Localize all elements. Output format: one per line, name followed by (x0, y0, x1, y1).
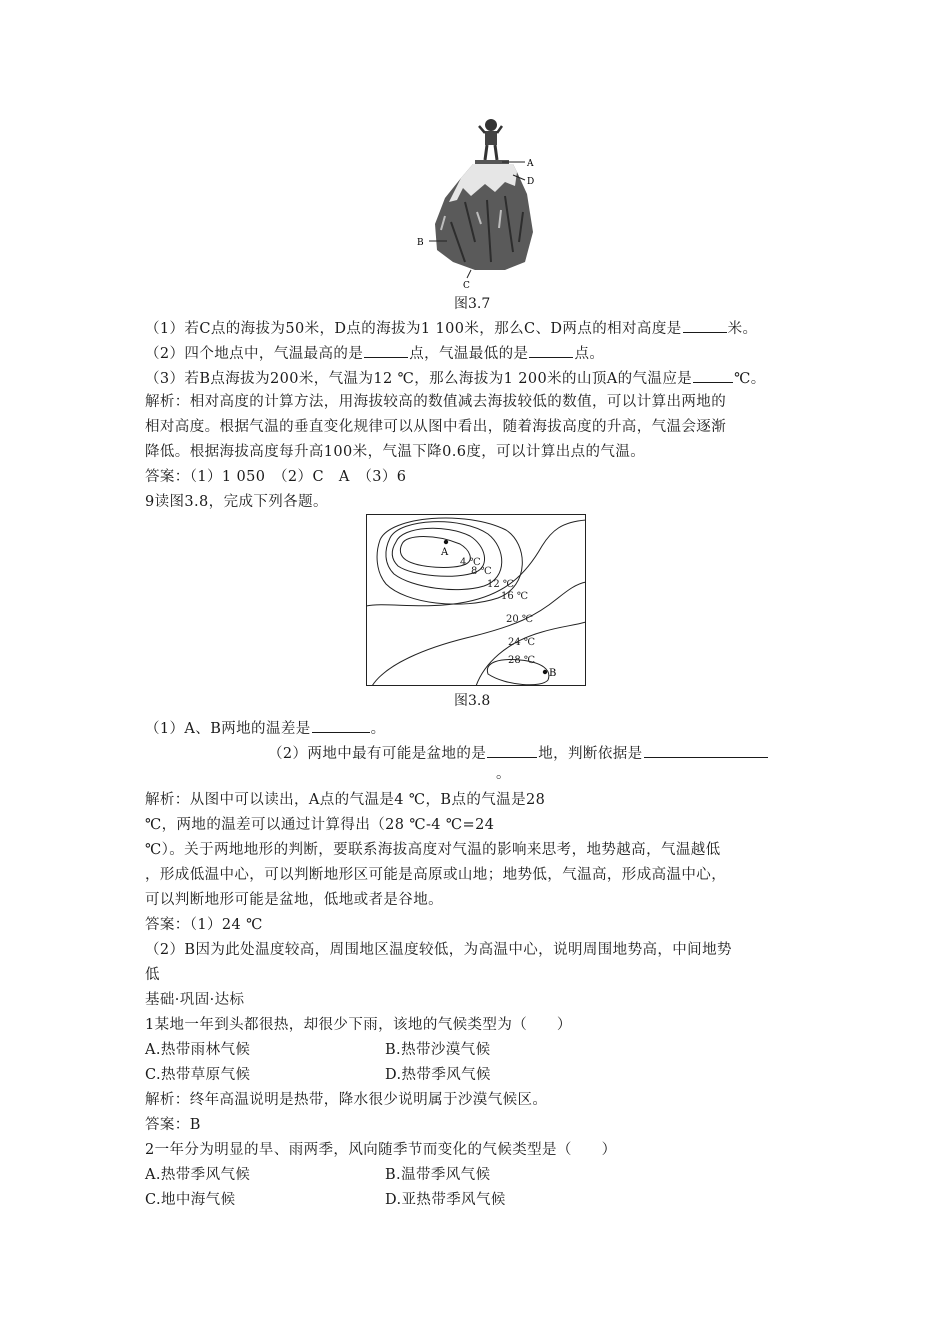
figure-caption-3-7: 图3.7 (454, 296, 491, 312)
isotherm-label-8: 8 ℃ (471, 566, 492, 577)
isotherm-map (366, 514, 586, 686)
mountain-figure (405, 112, 545, 292)
mc1-option-b: B.热带沙漠气候 (385, 1042, 491, 1058)
q9-part2: （2）两地中最有可能是盆地的是 地，判断依据是 (268, 741, 769, 765)
q8-part1: （1）若C点的海拔为50米，D点的海拔为1 100米，那么C、D两点的相对高度是 米。 (145, 316, 757, 340)
isotherm-label-12: 12 ℃ (487, 579, 515, 590)
q9-analysis-line2: ℃，两地的温差可以通过计算得出（28 ℃-4 ℃=24 (145, 817, 495, 833)
point-b-label: B (549, 668, 557, 679)
q8-analysis-line3: 降低。根据海拔高度每升高100米，气温下降0.6度，可以计算出点的气温。 (145, 444, 646, 460)
figure-caption-3-8: 图3.8 (454, 693, 491, 709)
mc2-option-b: B.温带季风气候 (385, 1167, 491, 1183)
label-a: A (527, 159, 534, 169)
q9-intro: 9读图3.8，完成下列各题。 (145, 494, 328, 510)
mc1-option-c: C.热带草原气候 (145, 1067, 251, 1083)
label-c: C (463, 281, 470, 291)
isotherm-label-24: 24 ℃ (508, 637, 536, 648)
mc2-option-d: D.亚热带季风气候 (385, 1192, 506, 1208)
q9-answer-line1: 答案：（1）24 ℃ (145, 917, 263, 933)
q9-analysis-line1: 解析：从图中可以读出，A点的气温是4 ℃，B点的气温是28 (145, 792, 546, 808)
q8-analysis-line1: 解析：相对高度的计算方法，用海拔较高的数值减去海拔较低的数值，可以计算出两地的 (145, 394, 727, 410)
label-b: B (417, 238, 424, 248)
isotherm-label-16: 16 ℃ (501, 591, 529, 602)
q8-answer: 答案：（1）1 050 （2）C A （3）6 (145, 469, 407, 485)
isotherm-label-28: 28 ℃ (508, 655, 536, 666)
q9-part1: （1）A、B两地的温差是 。 (145, 716, 386, 740)
q9-analysis-line3: ℃）。关于两地地形的判断，要联系海拔高度对气温的影响来思考，地势越高，气温越低 (145, 842, 721, 858)
isotherm-label-4: 4 ℃ (460, 557, 481, 568)
mc2-option-a: A.热带季风气候 (145, 1167, 251, 1183)
mc1-stem: 1某地一年到头都很热，却很少下雨，该地的气候类型为（ ） (145, 1017, 572, 1033)
mc1-analysis: 解析：终年高温说明是热带，降水很少说明属于沙漠气候区。 (145, 1092, 548, 1108)
mc1-option-a: A.热带雨林气候 (145, 1042, 251, 1058)
q9-part2-end: 。 (496, 766, 511, 782)
isotherm-label-20: 20 ℃ (506, 614, 534, 625)
q9-answer-line3: 低 (145, 967, 160, 983)
mc2-option-c: C.地中海气候 (145, 1192, 236, 1208)
q9-analysis-line4: ，形成低温中心，可以判断地形区可能是高原或山地；地势低，气温高，形成高温中心， (145, 867, 727, 883)
mc1-option-d: D.热带季风气候 (385, 1067, 491, 1083)
q8-part3: （3）若B点海拔为200米，气温为12 ℃，那么海拔为1 200米的山顶A的气温应是 ℃。 (145, 366, 766, 390)
q9-answer-line2: （2）B因为此处温度较高，周围地区温度较低，为高温中心，说明周围地势高，中间地势 (145, 942, 732, 958)
point-a-label: A (441, 547, 449, 558)
q8-analysis-line2: 相对高度。根据气温的垂直变化规律可以从图中看出，随着海拔高度的升高，气温会逐渐 (145, 419, 727, 435)
section-title: 基础·巩固·达标 (145, 992, 245, 1008)
q9-analysis-line5: 可以判断地形可能是盆地，低地或者是谷地。 (145, 892, 443, 908)
mc2-stem: 2一年分为明显的旱、雨两季，风向随季节而变化的气候类型是（ ） (145, 1142, 617, 1158)
q8-part2: （2）四个地点中，气温最高的是 点，气温最低的是 点。 (145, 341, 604, 365)
mc1-answer: 答案：B (145, 1117, 201, 1133)
climber-icon (475, 119, 509, 164)
label-d: D (527, 177, 535, 187)
